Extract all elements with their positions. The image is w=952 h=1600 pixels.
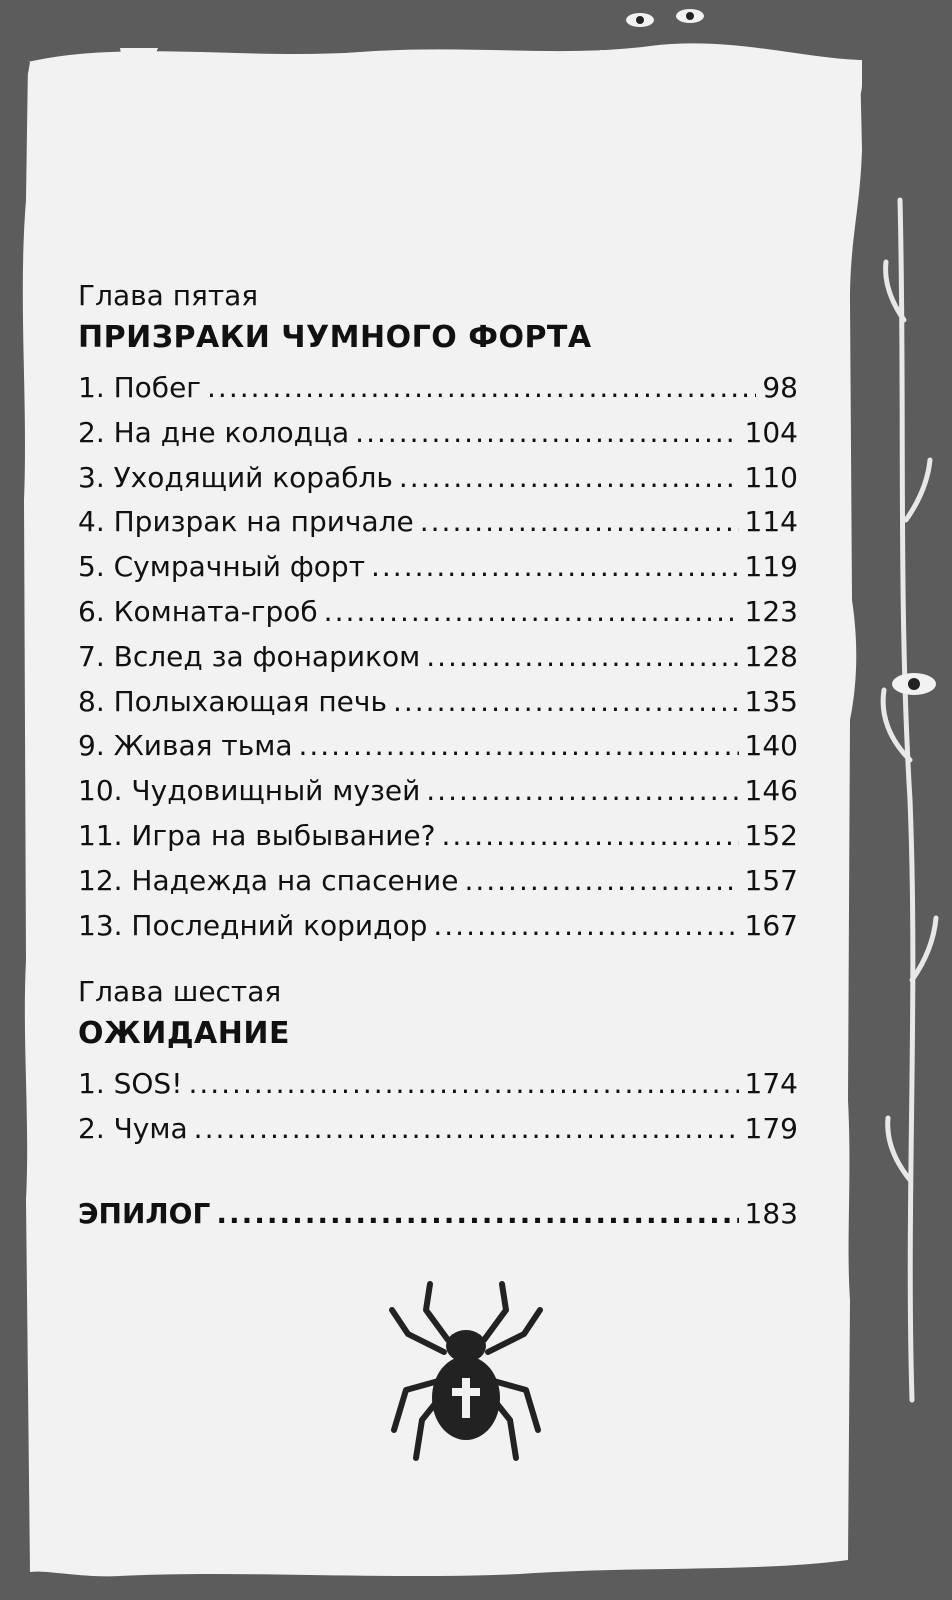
toc-entry-page: 167 <box>744 908 798 942</box>
leader-dots <box>464 859 738 904</box>
toc-entry[interactable] <box>78 724 798 769</box>
toc-entry[interactable] <box>78 904 798 949</box>
chapter-label: Глава шестая <box>78 975 282 1009</box>
toc-entry-page: 135 <box>744 684 798 718</box>
toc-entry[interactable] <box>78 680 798 725</box>
toc-entry[interactable] <box>78 814 798 859</box>
toc-entry-page: 104 <box>744 415 798 449</box>
toc-entry[interactable] <box>78 366 798 411</box>
chapter-title: ОЖИДАНИЕ <box>78 1016 290 1052</box>
leader-dots <box>393 680 739 725</box>
toc-entry-page: 119 <box>744 550 798 584</box>
toc-entry-title: 2. Чума <box>78 1112 188 1146</box>
leader-dots <box>355 411 738 456</box>
toc-entry[interactable] <box>78 545 798 590</box>
toc-entry-page: 152 <box>744 818 798 852</box>
toc-entry-page: 128 <box>744 639 798 673</box>
toc-entry-title: 3. Уходящий корабль <box>78 460 393 494</box>
leader-dots <box>188 1062 738 1107</box>
leader-dots <box>371 545 739 590</box>
leader-dots <box>207 366 756 411</box>
toc-entry[interactable] <box>78 500 798 545</box>
leader-dots <box>324 590 739 635</box>
toc-entry-title: 7. Вслед за фонариком <box>78 639 421 673</box>
leader-dots <box>426 635 738 680</box>
toc-entry-title: 9. Живая тьма <box>78 729 293 763</box>
chapter-block <box>78 974 798 1152</box>
leader-dots <box>216 1192 738 1237</box>
toc-entry[interactable] <box>78 411 798 456</box>
toc-entry[interactable] <box>78 859 798 904</box>
toc-entry-page: 183 <box>744 1196 798 1230</box>
toc-entry-page: 140 <box>744 729 798 763</box>
toc-entry-title: 11. Игра на выбывание? <box>78 818 436 852</box>
toc-entry-title: 8. Полыхающая печь <box>78 684 387 718</box>
toc-entry[interactable] <box>78 1107 798 1152</box>
chapter-block <box>78 278 798 948</box>
toc-entry-title: ЭПИЛОГ <box>78 1196 211 1230</box>
toc-entry[interactable] <box>78 456 798 501</box>
toc-entry-page: 123 <box>744 594 798 628</box>
leader-dots <box>420 500 739 545</box>
toc-entry[interactable] <box>78 769 798 814</box>
chapter-label: Глава пятая <box>78 279 259 312</box>
toc-entry-title: 10. Чудовищный музей <box>78 774 421 808</box>
toc-entry-page: 174 <box>744 1067 798 1101</box>
leader-dots <box>442 814 739 859</box>
toc-entry-page: 146 <box>744 774 798 808</box>
toc-entry-page: 157 <box>744 863 798 897</box>
chapter-title: ПРИЗРАКИ ЧУМНОГО ФОРТА <box>78 320 592 355</box>
toc-entry-title: 4. Призрак на причале <box>78 505 414 539</box>
leader-dots <box>433 904 738 949</box>
spider-icon <box>386 1280 546 1470</box>
leader-dots <box>194 1107 739 1152</box>
toc-entry-title: 5. Сумрачный форт <box>78 550 365 584</box>
toc-entry-title: 2. На дне колодца <box>78 415 350 449</box>
toc-entry-page: 110 <box>744 460 798 494</box>
toc-entry-title: 1. Побег <box>78 371 202 404</box>
toc-entry[interactable] <box>78 590 798 635</box>
leader-dots <box>426 769 738 814</box>
table-of-contents <box>78 278 798 1237</box>
toc-entry-title: 1. SOS! <box>78 1067 183 1101</box>
toc-entry-page: 114 <box>744 505 798 539</box>
toc-entry-page: 179 <box>744 1112 798 1146</box>
toc-entry-title: 13. Последний коридор <box>78 908 428 942</box>
toc-entry-title: 6. Комната-гроб <box>78 594 318 628</box>
toc-entry[interactable] <box>78 635 798 680</box>
leader-dots <box>298 724 738 769</box>
toc-entry-epilogue[interactable] <box>78 1192 798 1237</box>
toc-entry-title: 12. Надежда на спасение <box>78 863 459 897</box>
toc-entry[interactable] <box>78 1062 798 1107</box>
toc-entry-page: 98 <box>762 371 798 404</box>
leader-dots <box>399 456 739 501</box>
